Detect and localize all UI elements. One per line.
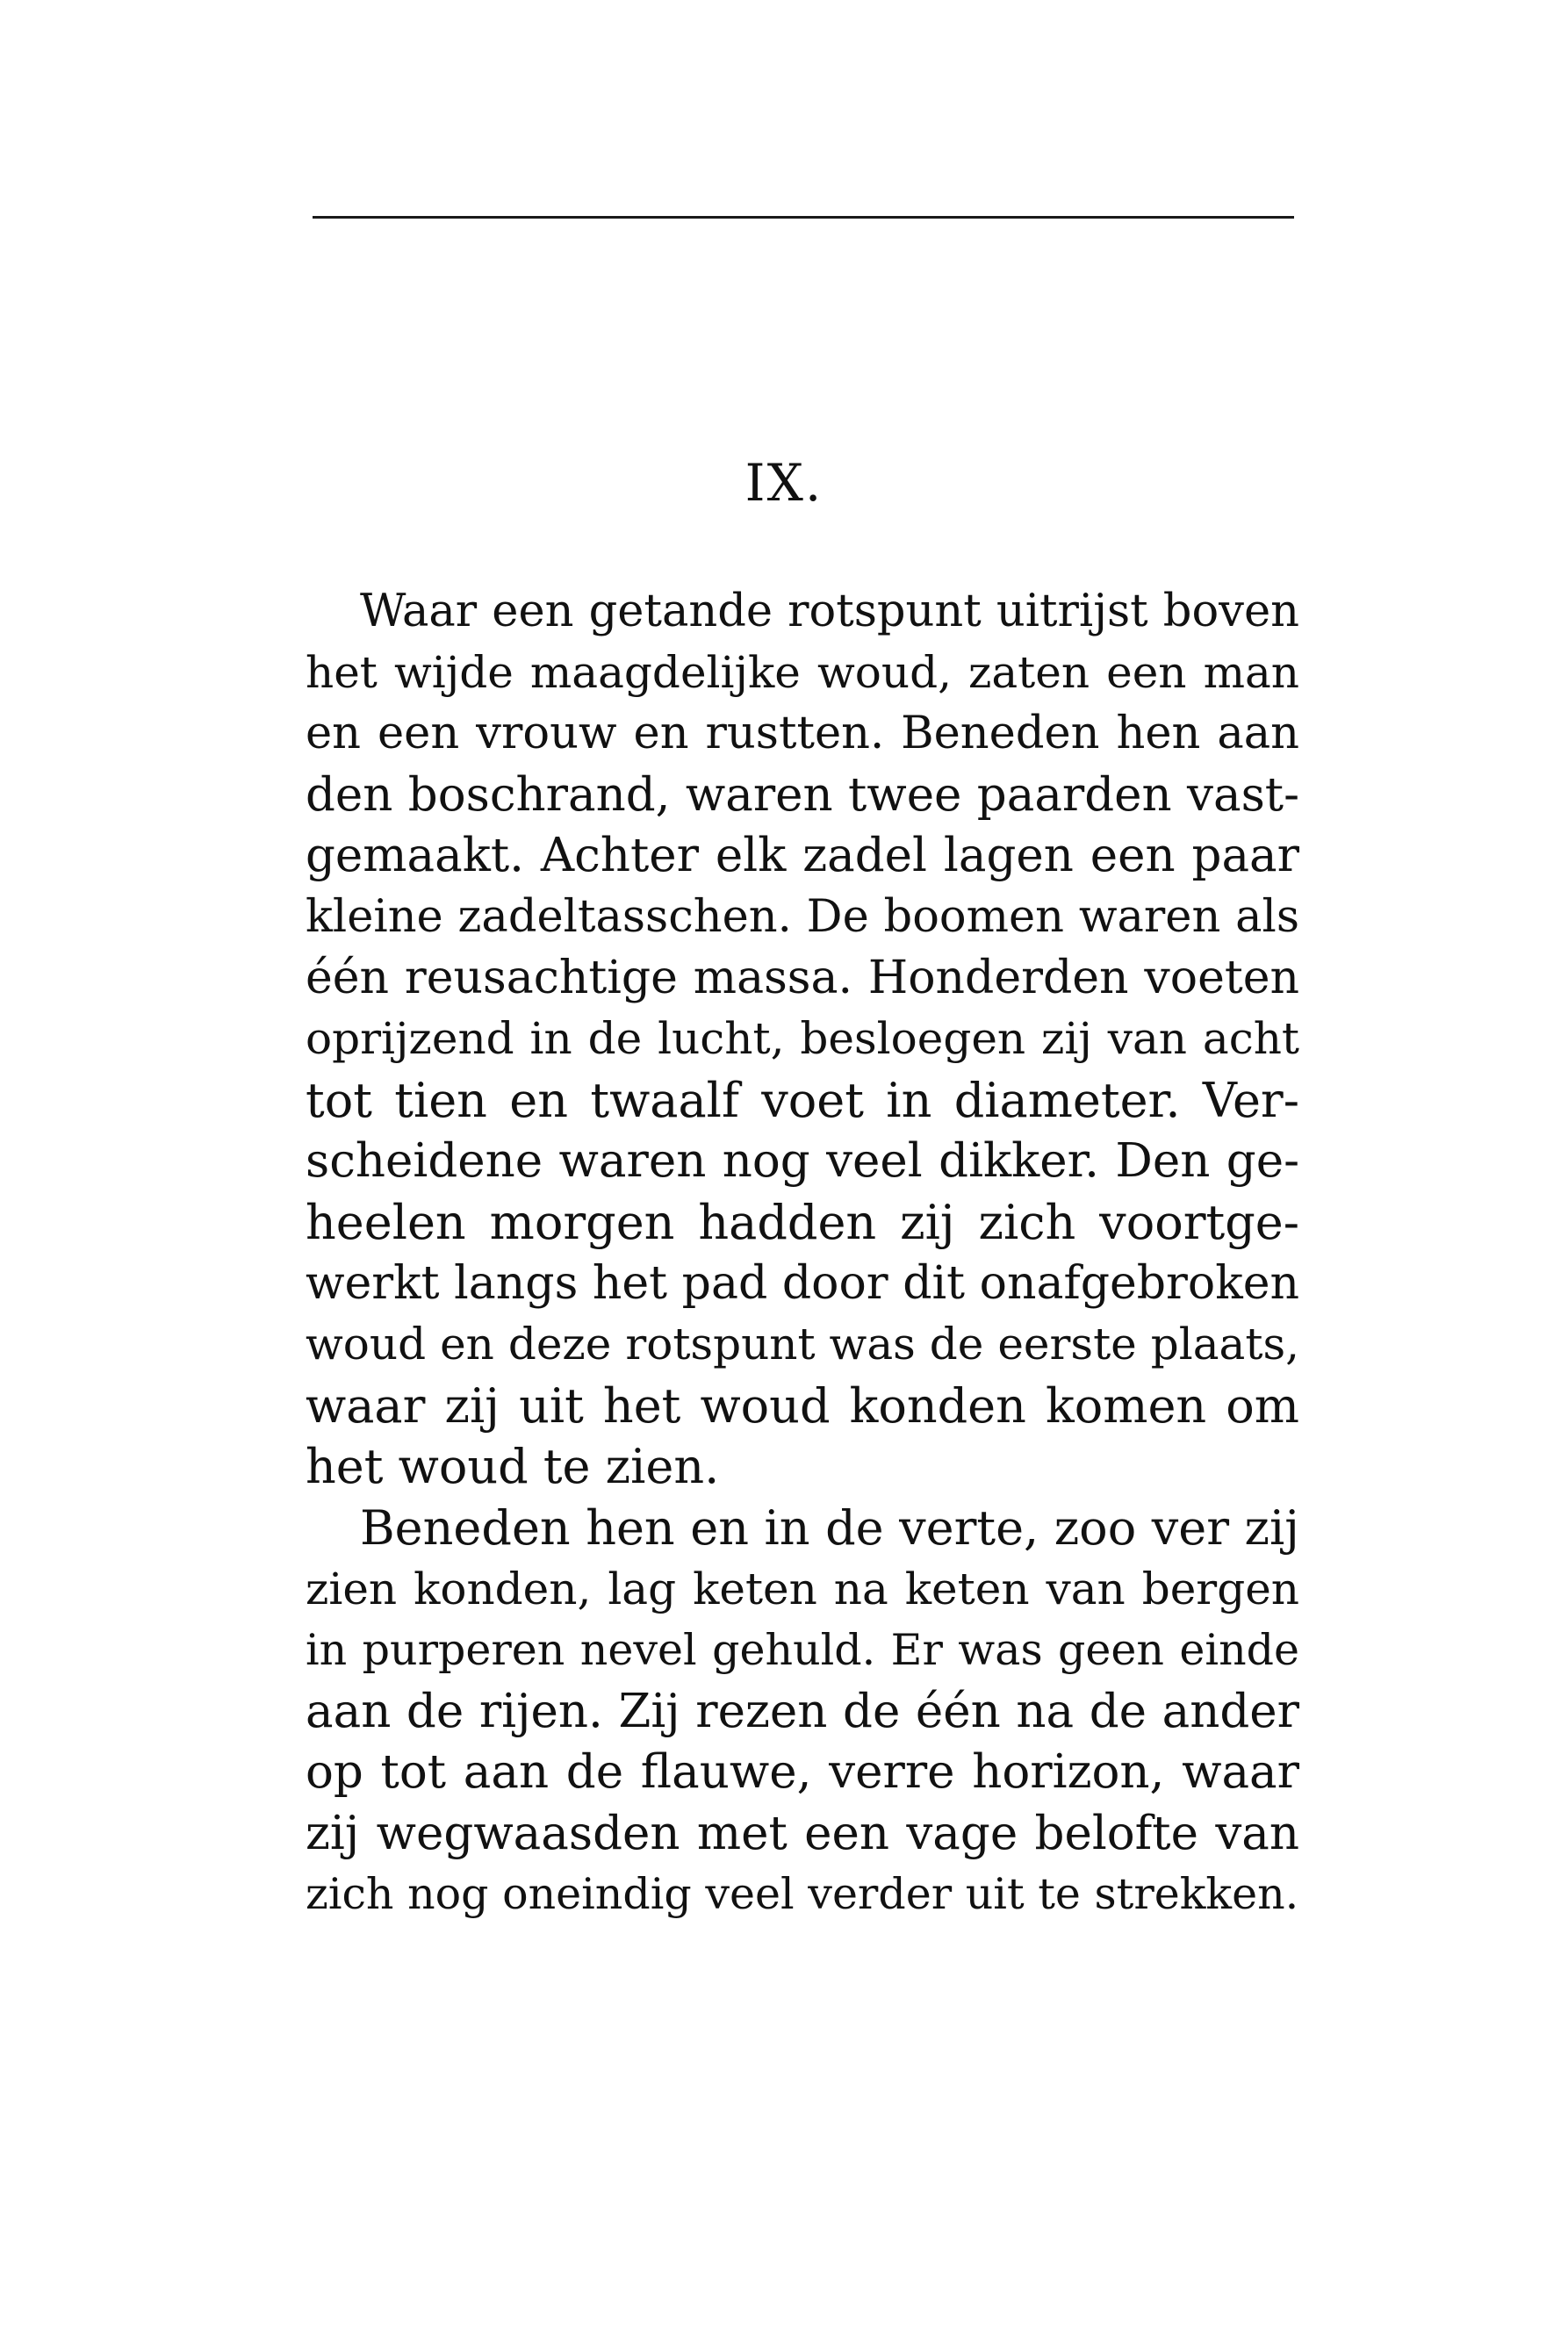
paragraph-line: zich nog oneindig veel verder uit te strekken. [306,1869,1299,1920]
paragraph-line: scheidene waren nog veel dikker. Den ge- [306,1134,1299,1189]
paragraph-line: het woud te zien. [306,1439,720,1495]
paragraph-line: heelen morgen hadden zij zich voortge- [306,1194,1299,1250]
paragraph-line: Waar een getande rotspunt uitrijst boven [360,586,1299,637]
paragraph-2 [306,1498,1299,1925]
paragraph-line: zien konden, lag keten na keten van bergen [306,1563,1299,1614]
paragraph-line: waar zij uit het woud konden komen om [306,1377,1299,1434]
paragraph-line: zij wegwaasden met een vage belofte van [306,1806,1299,1860]
paragraph-line: één reusachtige massa. Honderden voeten [306,951,1299,1004]
paragraph-line: werkt langs het pad door dit onafgebroken [306,1256,1299,1310]
paragraph-line: op tot aan de flauwe, verre horizon, waar [306,1745,1299,1800]
paragraph-line: Beneden hen en in de verte, zoo ver zij [360,1499,1299,1556]
paragraph-line: tot tien en twaalf voet in diameter. Ver- [306,1072,1299,1128]
paragraph-line: kleine zadeltasschen. De boomen waren als [306,890,1299,943]
paragraph-line: gemaakt. Achter elk zadel lagen een paar [306,829,1299,883]
body-text [306,581,1299,1925]
paragraph-line: oprijzend in de lucht, besloegen zij van acht [306,1013,1299,1065]
paragraph-1 [306,581,1299,1498]
paragraph-line: den boschrand, waren twee paarden vast- [306,767,1299,822]
paragraph-line: woud en deze rotspunt was de eerste plaats, [306,1319,1299,1370]
paragraph-line: het wijde maagdelijke woud, zaten een man [306,646,1299,698]
paragraph-line: aan de rijen. Zij rezen de één na de ander [306,1684,1299,1738]
paragraph-line: en een vrouw en rustten. Beneden hen aan [306,708,1299,760]
header-rule [313,216,1294,219]
paragraph-line: in purperen nevel gehuld. Er was geen einde [306,1625,1299,1676]
chapter-number: IX. [744,453,824,513]
